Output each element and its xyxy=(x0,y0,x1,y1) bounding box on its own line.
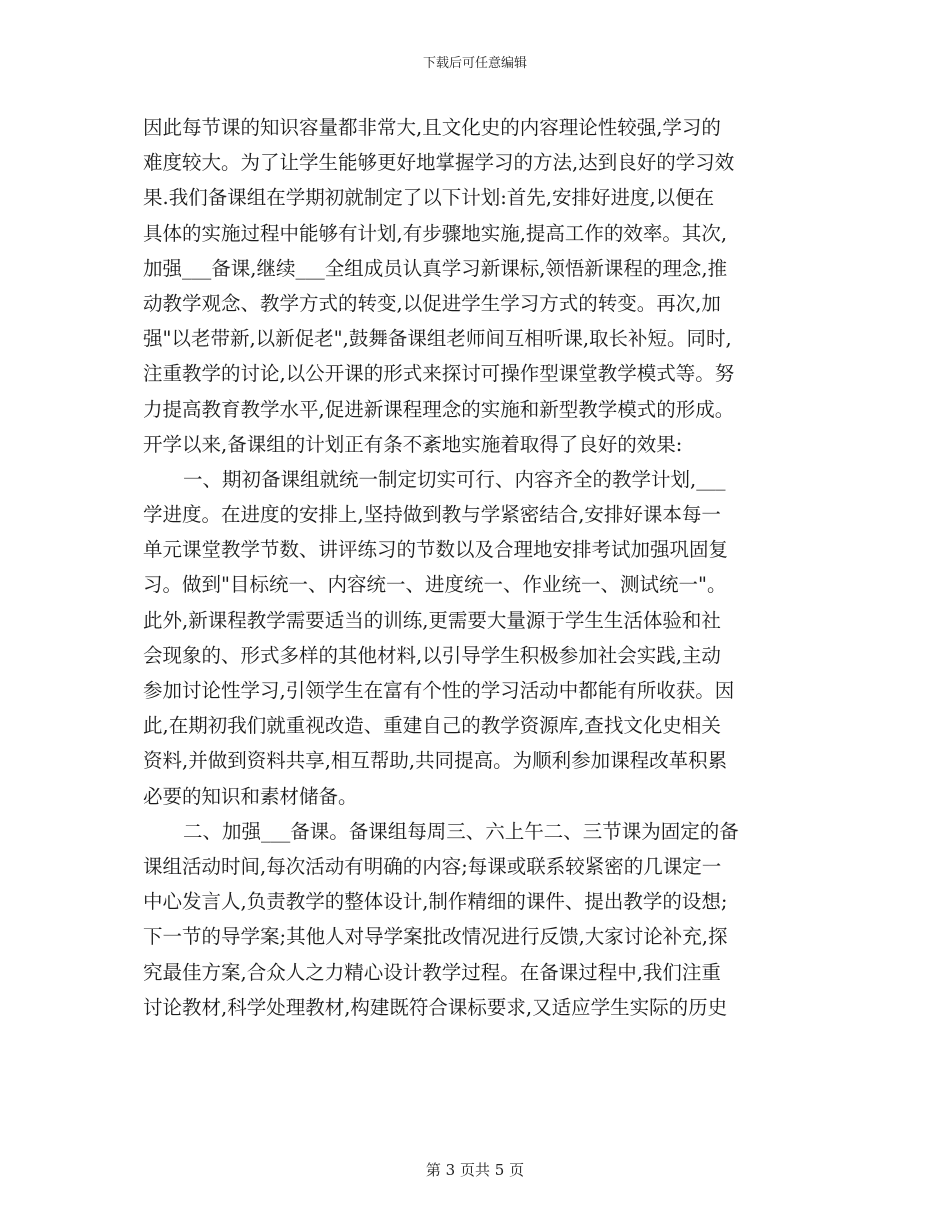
text-line: 参加讨论性学习,引领学生在富有个性的学习活动中都能有所收获。因 xyxy=(143,679,735,702)
text-line: 具体的实施过程中能够有计划,有步骤地实施,提高工作的效率。其次, xyxy=(143,221,728,245)
text-line: 讨论教材,科学处理教材,构建既符合课标要求,又适应学生实际的历史 xyxy=(143,995,728,1019)
text-line: 学进度。在进度的安排上,坚持做到教与学紧密结合,安排好课本每一 xyxy=(143,503,721,527)
page-footer: 第 3 页共 5 页 xyxy=(425,1161,525,1179)
text-line: 此,在期初我们就重视改造、重建自己的教学资源库,查找文化史相关 xyxy=(143,714,721,738)
text-line: 必要的知识和素材储备。 xyxy=(143,784,358,808)
text-line: 难度较大。为了让学生能够更好地掌握学习的方法,达到良好的学习效 xyxy=(143,151,735,175)
text-line: 课组活动时间,每次活动有明确的内容;每课或联系较紧密的几课定一 xyxy=(143,854,722,878)
text-line: 一、期初备课组就统一制定切实可行、内容齐全的教学计划,___ xyxy=(183,467,726,491)
text-line: 单元课堂教学节数、讲评练习的节数以及合理地安排考试加强巩固复 xyxy=(143,538,729,562)
text-line: 二、加强___备课。备课组每周三、六上午二、三节课为固定的备 xyxy=(183,819,739,843)
text-line: 动教学观念、教学方式的转变,以促进学生学习方式的转变。再次,加 xyxy=(143,291,721,315)
text-line: 加强___备课,继续___全组成员认真学习新课标,领悟新课程的理念,推 xyxy=(143,256,728,280)
page-header: 下载后可任意编辑 xyxy=(422,56,527,71)
text-line: 此外,新课程教学需要适当的训练,更需要大量源于学生生活体验和社 xyxy=(143,608,721,632)
text-line: 注重教学的讨论,以公开课的形式来探讨可操作型课堂教学模式等。努 xyxy=(143,362,735,386)
text-line: 习。做到"目标统一、内容统一、进度统一、作业统一、测试统一"。 xyxy=(143,573,727,597)
text-line: 下一节的导学案;其他人对导学案批改情况进行反馈,大家讨论补充,探 xyxy=(143,925,728,949)
document-body xyxy=(143,110,811,1025)
text-line: 中心发言人,负责教学的整体设计,制作精细的课件、提出教学的设想; xyxy=(143,890,728,914)
text-line: 资料,并做到资料共享,相互帮助,共同提高。为顺利参加课程改革积累 xyxy=(143,749,728,773)
text-line: 会现象的、形式多样的其他材料,以引导学生积极参加社会实践,主动 xyxy=(143,643,721,667)
text-line: 究最佳方案,合众人之力精心设计教学过程。在备课过程中,我们注重 xyxy=(143,960,721,984)
text-line: 因此每节课的知识容量都非常大,且文化史的内容理论性较强,学习的 xyxy=(143,116,721,139)
text-line: 强"以老带新,以新促老",鼓舞备课组老师间互相听课,取长补短。同时, xyxy=(143,327,732,351)
text-line: 力提高教育教学水平,促进新课程理念的实施和新型教学模式的形成。 xyxy=(143,397,735,421)
text-line: 果.我们备课组在学期初就制定了以下计划:首先,安排好进度,以便在 xyxy=(143,186,715,210)
text-line: 开学以来,备课组的计划正有条不紊地实施着取得了良好的效果: xyxy=(143,432,683,456)
